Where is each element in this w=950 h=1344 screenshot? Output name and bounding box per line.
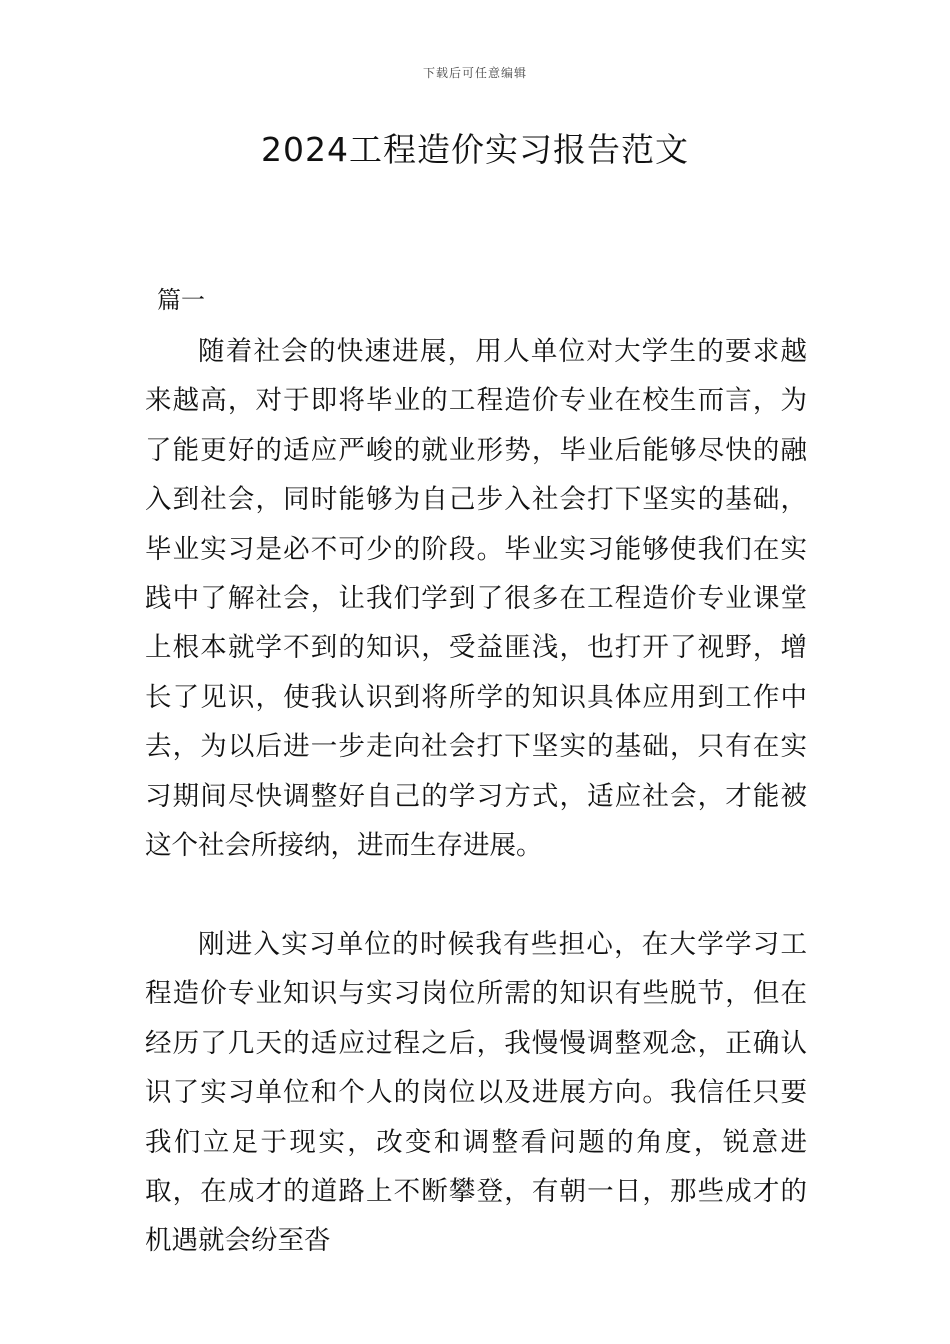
document-title: 2024工程造价实习报告范文 — [261, 130, 689, 169]
section-label: 篇一 — [157, 286, 205, 314]
body-paragraph-1: 随着社会的快速进展，用人单位对大学生的要求越来越高，对于即将毕业的工程造价专业在校生而言，为了能更好的适应严峻的就业形势，毕业后能够尽快的融入到社会，同时能够为自己步入社会打下坚实的基础，毕业实习是必不可少的阶段。毕业实习能够使我们在实践中了解社会，让我们学到了很多在工程造价专业课堂上根本就学不到的知识，受益匪浅，也打开了视野，增长了见识，使我认识到将所学的知识具体应用到工作中去，为以后进一步走向社会打下坚实的基础，只有在实习期间尽快调整好自己的学习方式，适应社会，才能被这个社会所接纳，进而生存进展。 — [145, 336, 807, 862]
body-paragraph-2: 刚进入实习单位的时候我有些担心，在大学学习工程造价专业知识与实习岗位所需的知识有些脱节，但在经历了几天的适应过程之后，我慢慢调整观念，正确认识了实习单位和个人的岗位以及进展方向。我信任只要我们立足于现实，改变和调整看问题的角度，锐意进取，在成才的道路上不断攀登，有朝一日，那些成才的机遇就会纷至沓 — [145, 929, 807, 1257]
header-note: 下载后可任意编辑 — [422, 66, 527, 80]
